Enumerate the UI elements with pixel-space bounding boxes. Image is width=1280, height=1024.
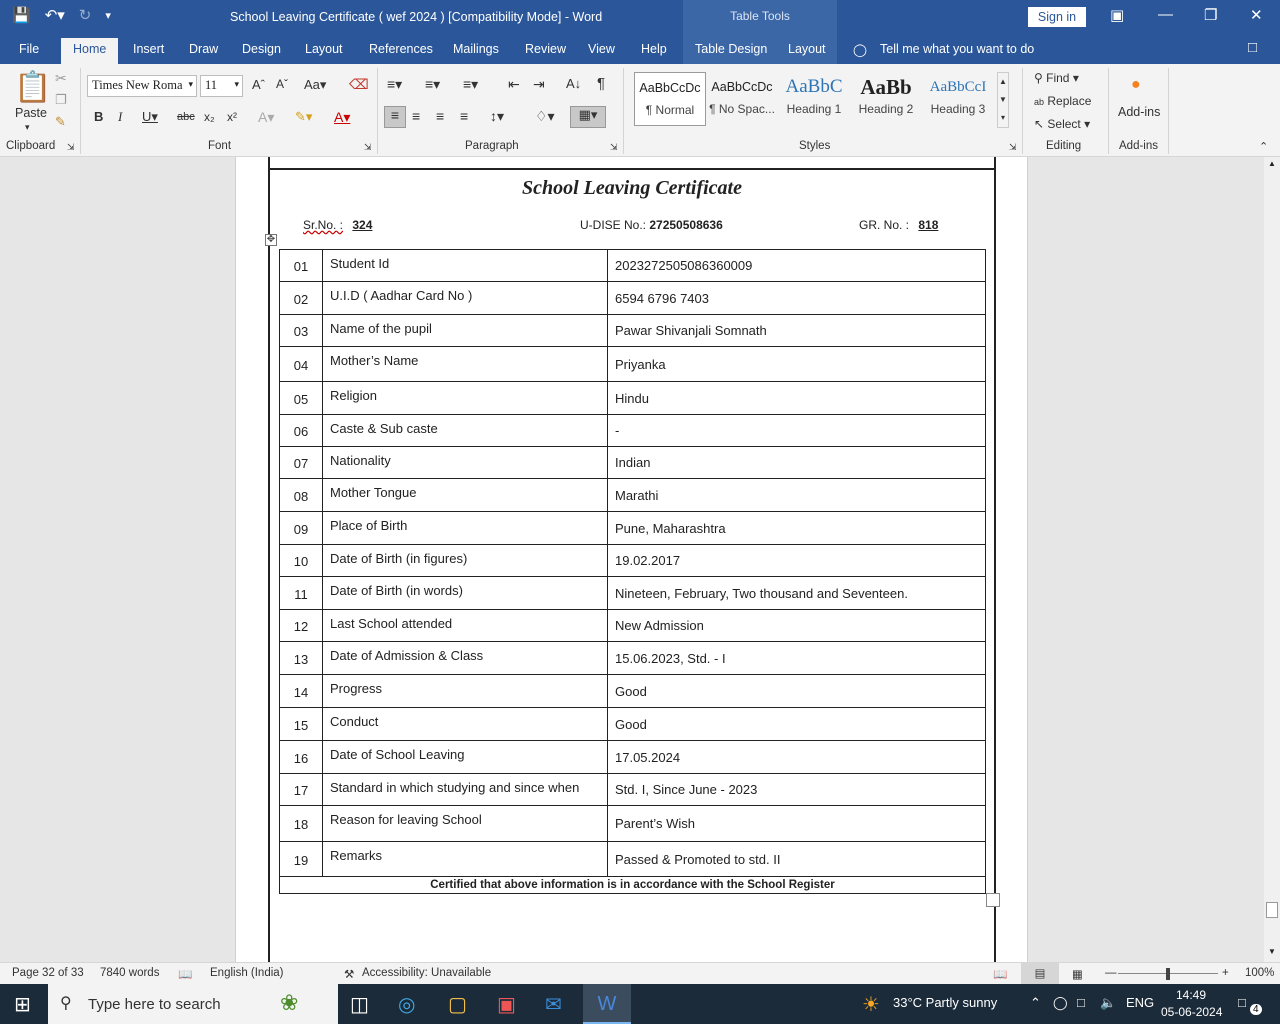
close-icon[interactable]: ✕ bbox=[1250, 7, 1263, 24]
taskbar bbox=[0, 984, 1280, 1024]
table-row[interactable] bbox=[280, 479, 986, 512]
style-preview: AaBb bbox=[860, 75, 912, 99]
row-label[interactable]: Conduct bbox=[323, 708, 608, 741]
row-number[interactable]: 18 bbox=[280, 806, 323, 842]
cut-icon[interactable]: ✂ bbox=[55, 70, 67, 86]
select-label: Select bbox=[1047, 117, 1081, 131]
row-value[interactable]: Std. I, Since June - 2023 bbox=[608, 774, 986, 806]
task-view-icon[interactable]: ◫ bbox=[350, 994, 369, 1016]
table-row[interactable] bbox=[280, 774, 986, 806]
row-label[interactable]: Date of Admission & Class bbox=[323, 642, 608, 675]
row-label[interactable]: Date of Birth (in words) bbox=[323, 577, 608, 610]
read-mode-icon[interactable]: 📖 bbox=[993, 969, 1008, 981]
plant-icon: ❀ bbox=[280, 990, 299, 1015]
vertical-scrollbar[interactable] bbox=[1264, 157, 1280, 962]
italic-icon[interactable]: I bbox=[118, 109, 123, 124]
row-label[interactable]: Progress bbox=[323, 675, 608, 708]
style-name: Heading 3 bbox=[930, 102, 986, 116]
table-row[interactable] bbox=[280, 512, 986, 545]
style-name: Heading 2 bbox=[858, 102, 914, 116]
group-separator bbox=[1168, 68, 1169, 154]
document-area[interactable] bbox=[0, 157, 1264, 962]
sr-no-value: 324 bbox=[352, 218, 373, 232]
network-icon[interactable]: □ bbox=[1077, 995, 1085, 1010]
row-label[interactable]: Remarks bbox=[323, 842, 608, 877]
style-name: Heading 1 bbox=[786, 102, 842, 116]
weather-icon: ☀ bbox=[862, 994, 880, 1016]
row-label[interactable]: Mother Tongue bbox=[323, 479, 608, 512]
style-preview: AaBbC bbox=[785, 76, 843, 97]
bullets-icon[interactable]: ≡▾ bbox=[387, 76, 403, 92]
accessibility-icon: ⚒ bbox=[344, 969, 355, 981]
table-row[interactable] bbox=[280, 708, 986, 741]
tab-home[interactable]: Home bbox=[61, 38, 118, 64]
grow-font-icon[interactable]: Aˆ bbox=[252, 77, 265, 92]
row-label[interactable]: Standard in which studying and since when bbox=[323, 774, 608, 806]
row-label[interactable]: Religion bbox=[323, 382, 608, 415]
line-spacing-icon[interactable]: ↕▾ bbox=[490, 108, 505, 124]
row-label[interactable]: Date of Birth (in figures) bbox=[323, 545, 608, 577]
row-number[interactable]: 14 bbox=[280, 675, 323, 708]
row-number[interactable]: 17 bbox=[280, 774, 323, 806]
row-value[interactable]: 15.06.2023, Std. - I bbox=[608, 642, 986, 675]
multilevel-list-icon[interactable]: ≡▾ bbox=[463, 76, 479, 92]
row-number[interactable]: 07 bbox=[280, 447, 323, 479]
file-explorer-icon[interactable]: ▢ bbox=[448, 994, 467, 1016]
shrink-font-icon[interactable]: Aˇ bbox=[276, 77, 288, 91]
clipboard-group-label: Clipboard bbox=[6, 140, 56, 152]
table-row[interactable] bbox=[280, 842, 986, 877]
clear-formatting-icon[interactable]: ⌫ bbox=[349, 76, 369, 92]
table-move-handle[interactable]: ✥ bbox=[266, 234, 276, 245]
sort-icon[interactable]: A↓ bbox=[566, 76, 582, 91]
page-border bbox=[268, 168, 994, 170]
select-button[interactable]: ↖ Select ▾ bbox=[1034, 117, 1091, 131]
ribbon-tabs bbox=[0, 34, 1280, 64]
replace-button[interactable] bbox=[1034, 94, 1091, 108]
table-row[interactable] bbox=[280, 347, 986, 382]
format-painter-icon[interactable]: ✎ bbox=[55, 114, 66, 129]
quick-access-toolbar bbox=[12, 6, 111, 24]
editing-group-label: Editing bbox=[1046, 140, 1082, 152]
addins-icon[interactable]: ● bbox=[1131, 76, 1141, 93]
table-row[interactable] bbox=[280, 545, 986, 577]
windows-start-icon[interactable]: ⊞ bbox=[14, 994, 31, 1016]
underline-icon[interactable]: U▾ bbox=[142, 109, 158, 124]
row-label[interactable]: Last School attended bbox=[323, 610, 608, 642]
tab-draw[interactable]: Draw bbox=[189, 42, 219, 56]
subscript-icon[interactable]: x₂ bbox=[204, 110, 215, 124]
row-label[interactable]: Mother’s Name bbox=[323, 347, 608, 382]
chevron-down-icon: ▾ bbox=[234, 79, 239, 89]
tab-mailings[interactable]: Mailings bbox=[453, 42, 499, 56]
clipboard-launcher-icon[interactable]: ⇲ bbox=[67, 142, 75, 152]
row-value[interactable]: 2023272505086360009 bbox=[608, 250, 986, 282]
justify-icon[interactable]: ≡ bbox=[460, 108, 469, 124]
table-row[interactable] bbox=[280, 577, 986, 610]
show-hidden-icons[interactable]: ⌃ bbox=[1030, 995, 1041, 1010]
paste-icon[interactable]: 📋 bbox=[14, 71, 52, 104]
row-number[interactable]: 02 bbox=[280, 282, 323, 315]
cursor-icon: ↖ bbox=[1034, 117, 1045, 131]
table-tools-label: Table Tools bbox=[683, 0, 837, 34]
table-row[interactable] bbox=[280, 315, 986, 347]
tab-references[interactable]: References bbox=[369, 42, 433, 56]
tab-help[interactable]: Help bbox=[641, 42, 667, 56]
font-group-label: Font bbox=[208, 140, 232, 152]
tab-design[interactable]: Design bbox=[242, 42, 281, 56]
certificate-title: School Leaving Certificate bbox=[522, 177, 742, 199]
clock-date[interactable]: 05-06-2024 bbox=[1161, 1005, 1223, 1019]
sr-no bbox=[303, 218, 378, 232]
addins-button[interactable]: Add-ins bbox=[1118, 105, 1161, 119]
row-value[interactable]: Hindu bbox=[608, 382, 986, 415]
row-number[interactable]: 05 bbox=[280, 382, 323, 415]
lightbulb-icon: ◯ bbox=[853, 43, 867, 57]
table-row[interactable] bbox=[280, 415, 986, 447]
style-preview: AaBbCcI bbox=[929, 79, 987, 95]
ribbon bbox=[0, 64, 1280, 157]
sr-no-label: Sr.No. : bbox=[303, 218, 344, 232]
tab-insert[interactable]: Insert bbox=[133, 42, 165, 56]
font-name-combo[interactable] bbox=[87, 75, 197, 97]
maximize-icon[interactable]: ❐ bbox=[1204, 7, 1218, 24]
clock-time[interactable]: 14:49 bbox=[1176, 988, 1207, 1002]
row-value[interactable]: 6594 6796 7403 bbox=[608, 282, 986, 315]
row-label[interactable]: U.I.D ( Aadhar Card No ) bbox=[323, 282, 608, 315]
table-row[interactable] bbox=[280, 741, 986, 774]
title-bar bbox=[0, 0, 1280, 34]
paste-dropdown-icon[interactable]: ▾ bbox=[25, 122, 30, 132]
accessibility-status[interactable]: Accessibility: Unavailable bbox=[362, 967, 492, 979]
decrease-indent-icon[interactable]: ⇤ bbox=[508, 76, 520, 92]
row-number[interactable]: 01 bbox=[280, 250, 323, 282]
row-label[interactable]: Caste & Sub caste bbox=[323, 415, 608, 447]
search-placeholder: Type here to search bbox=[88, 996, 221, 1013]
volume-icon[interactable]: 🔈 bbox=[1100, 995, 1117, 1010]
row-label[interactable]: Student Id bbox=[323, 250, 608, 282]
zoom-slider-thumb[interactable] bbox=[1166, 968, 1170, 980]
row-value[interactable]: New Admission bbox=[608, 610, 986, 642]
row-label[interactable]: Nationality bbox=[323, 447, 608, 479]
row-number[interactable]: 11 bbox=[280, 577, 323, 610]
window-title: School Leaving Certificate ( wef 2024 ) [Compatibility Mode] - Word bbox=[230, 10, 603, 24]
row-label[interactable]: Place of Birth bbox=[323, 512, 608, 545]
scroll-up-icon[interactable]: ▲ bbox=[1268, 159, 1276, 168]
tab-layout[interactable]: Layout bbox=[305, 42, 343, 56]
row-value[interactable]: Good bbox=[608, 708, 986, 741]
table-row[interactable] bbox=[280, 806, 986, 842]
align-left-icon[interactable]: ≡ bbox=[384, 106, 406, 128]
styles-group-label: Styles bbox=[799, 140, 831, 152]
tab-file[interactable]: File bbox=[19, 42, 40, 56]
table-row[interactable] bbox=[280, 447, 986, 479]
minimize-icon[interactable]: — bbox=[1158, 6, 1173, 23]
customize-qat-icon[interactable]: ▾ bbox=[105, 9, 111, 22]
notifications-icon[interactable]: □ bbox=[1238, 995, 1246, 1010]
collapse-ribbon-icon[interactable]: ⌃ bbox=[1259, 141, 1269, 153]
row-number[interactable]: 03 bbox=[280, 315, 323, 347]
table-row[interactable] bbox=[280, 250, 986, 282]
shading-icon[interactable]: ♢▾ bbox=[535, 108, 555, 124]
udise-label: U-DISE No.: bbox=[580, 218, 647, 232]
store-icon[interactable]: ▣ bbox=[497, 994, 516, 1016]
ribbon-display-icon[interactable]: ▣ bbox=[1110, 7, 1125, 24]
style-heading-1[interactable] bbox=[778, 72, 850, 126]
text-effects-icon[interactable]: A▾ bbox=[258, 109, 275, 125]
page-border bbox=[268, 157, 270, 962]
tab-table-layout[interactable]: Layout bbox=[788, 42, 826, 56]
row-number[interactable]: 08 bbox=[280, 479, 323, 512]
styles-launcher-icon[interactable]: ⇲ bbox=[1009, 142, 1017, 152]
group-separator bbox=[377, 68, 378, 154]
style-preview: AaBbCcDc bbox=[639, 81, 701, 95]
borders-icon[interactable]: ▦▾ bbox=[570, 106, 606, 128]
group-separator bbox=[80, 68, 81, 154]
row-value[interactable]: Pawar Shivanjali Somnath bbox=[608, 315, 986, 347]
udise-no bbox=[580, 218, 723, 232]
row-number[interactable]: 19 bbox=[280, 842, 323, 877]
comments-icon[interactable]: □ bbox=[1248, 39, 1258, 56]
table-resize-handle[interactable] bbox=[986, 893, 1000, 907]
paste-button[interactable]: Paste bbox=[15, 106, 47, 120]
addins-group-label: Add-ins bbox=[1119, 140, 1158, 152]
tab-table-design[interactable]: Table Design bbox=[695, 42, 768, 56]
paragraph-group-label: Paragraph bbox=[465, 140, 519, 152]
undo-icon[interactable]: ↶▾ bbox=[44, 7, 65, 24]
replace-label: Replace bbox=[1047, 94, 1092, 108]
increase-indent-icon[interactable]: ⇥ bbox=[533, 76, 545, 92]
zoom-out-icon[interactable]: — bbox=[1105, 967, 1117, 979]
style-preview: AaBbCcDc bbox=[711, 80, 773, 94]
group-separator bbox=[623, 68, 624, 154]
bold-icon[interactable]: B bbox=[94, 109, 104, 124]
style-heading-2[interactable] bbox=[850, 72, 922, 126]
font-launcher-icon[interactable]: ⇲ bbox=[364, 142, 372, 152]
row-number[interactable]: 12 bbox=[280, 610, 323, 642]
search-icon: ⚲ bbox=[60, 995, 72, 1012]
notification-count: 4 bbox=[1250, 1004, 1262, 1015]
taskbar-search[interactable] bbox=[48, 984, 338, 1024]
certificate-table bbox=[279, 249, 986, 894]
redo-icon[interactable]: ↻ bbox=[78, 7, 92, 24]
find-label: Find bbox=[1046, 71, 1070, 85]
table-row[interactable] bbox=[280, 610, 986, 642]
tab-review[interactable]: Review bbox=[525, 42, 566, 56]
numbering-icon[interactable]: ≡▾ bbox=[425, 76, 441, 92]
change-case-icon[interactable]: Aa▾ bbox=[304, 77, 327, 92]
font-name-value: Times New Roma bbox=[92, 78, 183, 92]
sign-in-button[interactable]: Sign in bbox=[1028, 7, 1086, 27]
chevron-down-icon: ▾ bbox=[188, 79, 193, 89]
font-color-icon[interactable]: A▾ bbox=[334, 109, 351, 125]
style-no-spacing[interactable] bbox=[706, 72, 778, 126]
row-value[interactable]: Good bbox=[608, 675, 986, 708]
table-footer-row[interactable] bbox=[280, 877, 986, 894]
gr-value: 818 bbox=[918, 218, 939, 232]
meet-icon[interactable]: ◯ bbox=[1053, 995, 1068, 1010]
row-value[interactable]: - bbox=[608, 415, 986, 447]
udise-value: 27250508636 bbox=[649, 218, 723, 232]
row-label[interactable]: Date of School Leaving bbox=[323, 741, 608, 774]
group-separator bbox=[1108, 68, 1109, 154]
row-label[interactable]: Name of the pupil bbox=[323, 315, 608, 347]
style-name: ¶ Normal bbox=[645, 103, 695, 117]
row-number[interactable]: 15 bbox=[280, 708, 323, 741]
scroll-thumb[interactable] bbox=[1266, 902, 1278, 918]
row-number[interactable]: 09 bbox=[280, 512, 323, 545]
replace-icon: ab bbox=[1034, 97, 1045, 107]
paragraph-launcher-icon[interactable]: ⇲ bbox=[610, 142, 618, 152]
row-value[interactable]: Indian bbox=[608, 447, 986, 479]
style-normal[interactable] bbox=[634, 72, 706, 126]
superscript-icon[interactable]: x² bbox=[227, 110, 237, 124]
gr-label: GR. No. : bbox=[859, 218, 910, 232]
row-number[interactable]: 16 bbox=[280, 741, 323, 774]
certification-statement[interactable]: Certified that above information is in accordance with the School Register bbox=[280, 877, 986, 894]
table-row[interactable] bbox=[280, 282, 986, 315]
language[interactable]: English (India) bbox=[210, 967, 284, 979]
row-value[interactable]: Nineteen, February, Two thousand and Seventeen. bbox=[608, 577, 986, 610]
mail-icon[interactable]: ✉ bbox=[545, 994, 562, 1016]
web-layout-icon[interactable]: ▦ bbox=[1072, 969, 1083, 981]
find-button[interactable]: ⚲ Find ▾ bbox=[1034, 71, 1079, 85]
row-label[interactable]: Reason for leaving School bbox=[323, 806, 608, 842]
row-value[interactable]: Parent’s Wish bbox=[608, 806, 986, 842]
table-row[interactable] bbox=[280, 382, 986, 415]
word-count[interactable]: 7840 words bbox=[100, 967, 160, 979]
align-center-icon[interactable]: ≡ bbox=[412, 108, 421, 124]
row-number[interactable]: 04 bbox=[280, 347, 323, 382]
row-number[interactable]: 13 bbox=[280, 642, 323, 675]
row-number[interactable]: 10 bbox=[280, 545, 323, 577]
zoom-level[interactable]: 100% bbox=[1245, 967, 1275, 979]
page-border bbox=[994, 157, 996, 962]
row-value[interactable]: 17.05.2024 bbox=[608, 741, 986, 774]
row-number[interactable]: 06 bbox=[280, 415, 323, 447]
scroll-down-icon[interactable]: ▼ bbox=[1268, 947, 1276, 956]
align-right-icon[interactable]: ≡ bbox=[436, 108, 445, 124]
print-layout-icon[interactable]: ▤ bbox=[1021, 963, 1059, 985]
edge-icon[interactable]: ◎ bbox=[398, 994, 416, 1016]
gr-no bbox=[859, 218, 944, 232]
table-row[interactable] bbox=[280, 642, 986, 675]
row-value[interactable]: Marathi bbox=[608, 479, 986, 512]
status-bar bbox=[0, 962, 1280, 984]
weather-text[interactable]: 33°C Partly sunny bbox=[893, 995, 998, 1010]
word-taskbar-icon[interactable]: W bbox=[583, 984, 631, 1024]
font-size-combo[interactable] bbox=[200, 75, 243, 97]
styles-gallery-scroll[interactable]: ▲ ▼ ▾ bbox=[997, 72, 1009, 128]
row-value[interactable]: 19.02.2017 bbox=[608, 545, 986, 577]
style-heading-3[interactable] bbox=[922, 72, 994, 126]
tell-me-search[interactable]: Tell me what you want to do bbox=[880, 42, 1035, 56]
proofing-icon[interactable]: 📖 bbox=[178, 969, 193, 981]
highlight-icon[interactable]: ✎▾ bbox=[295, 109, 313, 124]
save-icon[interactable]: 💾 bbox=[12, 7, 31, 24]
copy-icon[interactable]: ❐ bbox=[55, 92, 67, 107]
search-icon: ⚲ bbox=[1034, 71, 1043, 85]
input-language[interactable]: ENG bbox=[1126, 995, 1155, 1010]
table-row[interactable] bbox=[280, 675, 986, 708]
tab-view[interactable]: View bbox=[588, 42, 615, 56]
row-value[interactable]: Priyanka bbox=[608, 347, 986, 382]
row-value[interactable]: Passed & Promoted to std. II bbox=[608, 842, 986, 877]
row-value[interactable]: Pune, Maharashtra bbox=[608, 512, 986, 545]
show-marks-icon[interactable]: ¶ bbox=[597, 75, 606, 92]
font-size-value: 11 bbox=[205, 78, 218, 92]
group-separator bbox=[1022, 68, 1023, 154]
zoom-in-icon[interactable]: + bbox=[1222, 967, 1229, 979]
page-count[interactable]: Page 32 of 33 bbox=[12, 967, 84, 979]
strikethrough-icon[interactable]: abc bbox=[177, 111, 195, 123]
style-name: ¶ No Spac... bbox=[709, 102, 775, 116]
